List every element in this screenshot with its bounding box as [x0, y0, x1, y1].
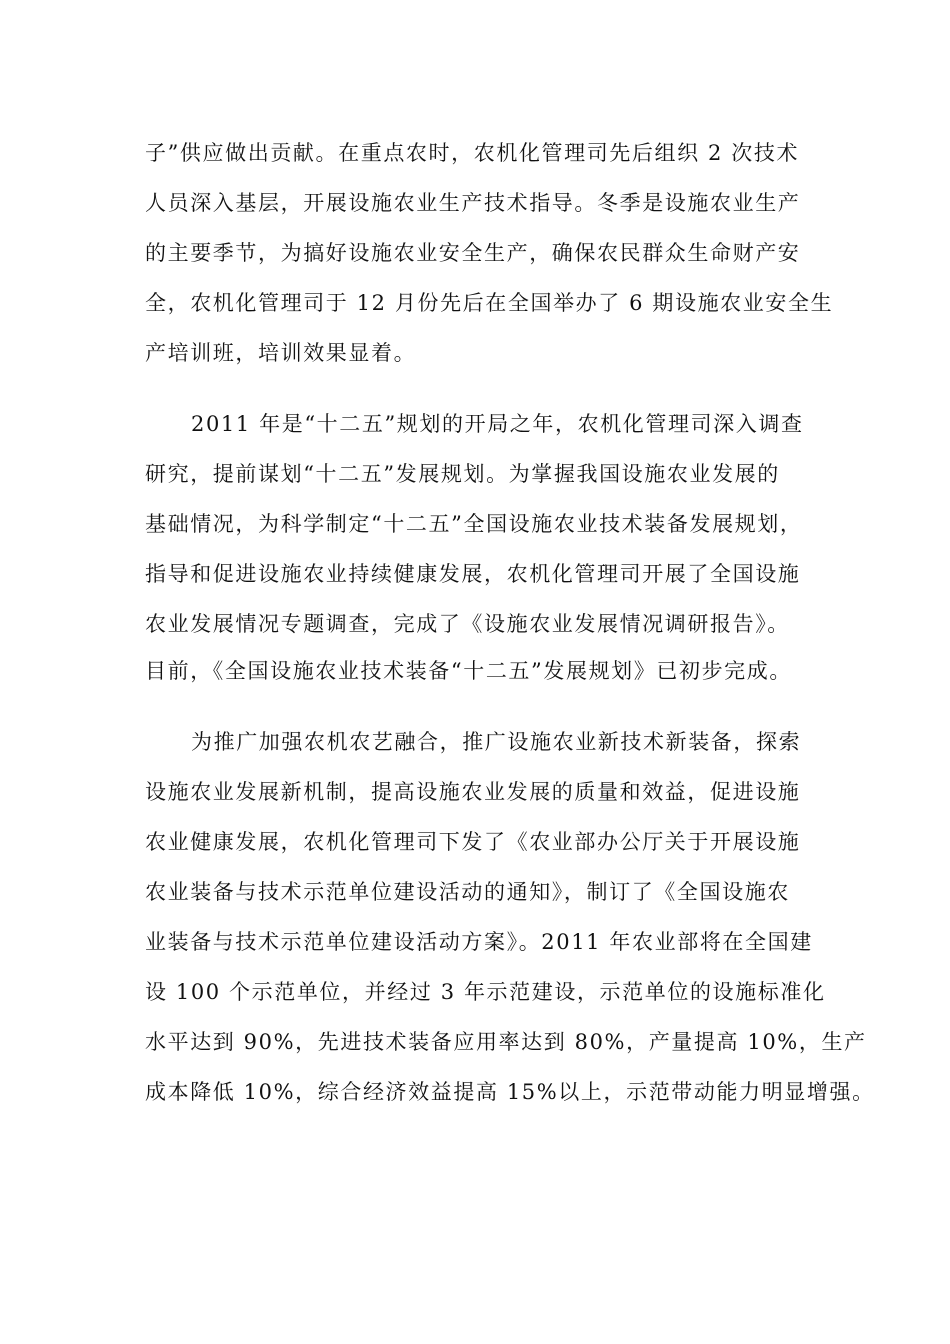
text-line: 子”供应做出贡献。在重点农时，农机化管理司先后组织 2 次技术 — [145, 141, 800, 165]
text-line: 基础情况，为科学制定“十二五”全国设施农业技术装备发展规划， — [145, 512, 803, 536]
text-line: 设 100 个示范单位，并经过 3 年示范建设，示范单位的设施标准化 — [145, 980, 826, 1004]
text-line: 产培训班，培训效果显着。 — [145, 341, 417, 365]
text-line: 研究，提前谋划“十二五”发展规划。为掌握我国设施农业发展的 — [145, 462, 780, 486]
text-line: 设施农业发展新机制，提高设施农业发展的质量和效益，促进设施 — [145, 780, 801, 804]
text-line: 成本降低 10%，综合经济效益提高 15%以上，示范带动能力明显增强。 — [145, 1080, 875, 1104]
text-line: 全，农机化管理司于 12 月份先后在全国举办了 6 期设施农业安全生 — [145, 291, 834, 315]
text-line: 业装备与技术示范单位建设活动方案》。2011 年农业部将在全国建 — [145, 930, 813, 954]
text-line: 人员深入基层，开展设施农业生产技术指导。冬季是设施农业生产 — [145, 191, 801, 215]
text-line: 的主要季节，为搞好设施农业安全生产，确保农民群众生命财产安 — [145, 241, 801, 265]
text-line: 水平达到 90%，先进技术装备应用率达到 80%，产量提高 10%，生产 — [145, 1030, 867, 1054]
text-line: 指导和促进设施农业持续健康发展，农机化管理司开展了全国设施 — [145, 562, 801, 586]
text-line: 农业装备与技术示范单位建设活动的通知》，制订了《全国设施农 — [145, 880, 790, 904]
text-line: 为推广加强农机农艺融合，推广设施农业新技术新装备，探索 — [191, 730, 802, 754]
text-line: 农业健康发展，农机化管理司下发了《农业部办公厅关于开展设施 — [145, 830, 801, 854]
text-line: 2011 年是“十二五”规划的开局之年，农机化管理司深入调查 — [191, 412, 804, 436]
text-line: 农业发展情况专题调查，完成了《设施农业发展情况调研报告》。 — [145, 612, 790, 636]
text-line: 目前，《全国设施农业技术装备“十二五”发展规划》已初步完成。 — [145, 659, 792, 683]
